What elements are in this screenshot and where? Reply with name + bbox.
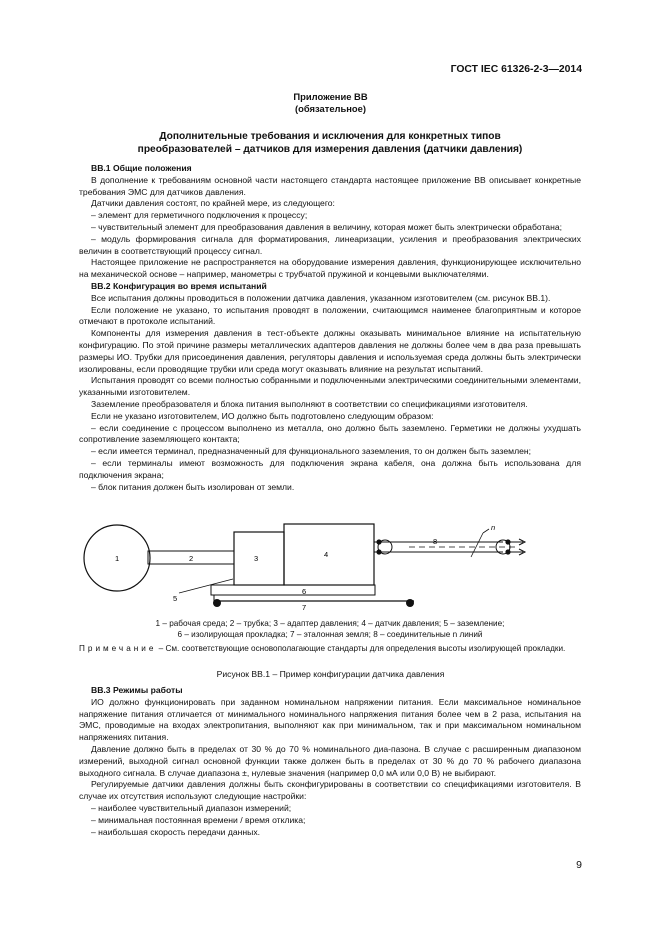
pressure-transducer-diagram [79,521,581,617]
paragraph: Если положение не указано, то испытания проводят в положении, считающимся наименее благоприятным и которое отмечают в протоколе испытаний. [79,304,581,327]
list-item: – минимальная постоянная времени / время отклика; [91,814,306,825]
annex-heading-line1: Дополнительные требования и исключения для конкретных типов [159,131,501,142]
figure-legend-line2: 6 – изолирующая прокладка; 7 – эталонная земля; 8 – соединительные n линий [177,629,483,639]
annex-title: Приложение ВВ [293,91,368,102]
insulating-support [211,585,375,595]
label-5: 5 [173,594,178,603]
paragraph: Датчики давления состоят, по крайней мере, из следующего: [91,198,335,209]
cable-terminal [505,549,510,554]
section-bb3 [79,685,581,838]
label-8: 8 [433,537,438,546]
annex-status: (обязательное) [295,103,366,114]
paragraph: Заземление преобразователя и блока питания выполняют в соответствии со спецификациями изготовителя. [91,398,528,409]
list-item: – чувствительный элемент для преобразования давления в величину, которая может быть электрически обработана; [91,221,562,232]
ground-terminal-left [213,599,221,607]
list-item: – если соединение с процессом выполнено из металла, оно должно быть заземлено. Герметики не должны ухудшать сопротивление заземляющего контакта; [79,422,581,445]
n-leader [483,529,489,533]
list-item: – наиболее чувствительный диапазон измерений; [91,802,292,813]
paragraph: Давление должно быть в пределах от 30 % до 70 % номинального диа-пазона. В случае с расширенным диапазоном измерений, выходной сигнал основной функции также должен быть в пределах от 30 % до 70 % рабочего диапазона выходного сигнала. В случае диапазона ±, нулевые значения (например 0,0 мА или 0,0 В) не выбирают. [79,743,581,778]
figure-legend [79,619,581,641]
paragraph: Если не указано изготовителем, ИО должно быть подготовлено следующим образом: [91,410,434,421]
list-item: – если терминалы имеют возможность для подключения экрана кабеля, она должна быть использована для подключения экрана; [79,457,581,480]
label-3: 3 [254,554,259,563]
paragraph: Компоненты для измерения давления в тест-объекте должны оказывать минимальное влияние на испытательную конфигурацию. По этой причине размеры металлических адаптеров давления не должны более чем в два раза превышать размеры ИО. Трубки для присоединения давления, регуляторы давления и используемая среда должны быть электрически изолированы, если проводящие трубки или среда могут оказывать влияние на результат испытаний. [79,328,581,374]
cable-terminal [376,549,381,554]
list-item: – блок питания должен быть изолирован от земли. [91,481,295,492]
label-2: 2 [189,554,194,563]
list-item: – элемент для герметичного подключения к процессу; [91,210,308,221]
label-4: 4 [324,550,329,559]
pressure-transducer [284,524,374,585]
earthing-leader [179,579,233,593]
annex-heading-line2: преобразователей – датчиков для измерения давления (датчики давления) [137,144,523,155]
paragraph: Регулируемые датчики давления должны быть сконфигурированы в соответствии со спецификациями изготовителя. В случае их отсутствия используют следующие настройки: [79,779,581,802]
cable-terminal [376,539,381,544]
annex-heading [90,130,570,156]
figure-legend-line1: 1 – рабочая среда; 2 – трубка; 3 – адаптер давления; 4 – датчик давления; 5 – заземление; [155,619,505,628]
document-id: ГОСТ IEC 61326-2-3—2014 [450,64,582,75]
cable-arrow-lower [510,549,525,555]
figure-note [79,643,581,654]
section-heading: ВВ.3 Режимы работы [91,685,183,695]
ground-terminal-right [406,599,414,607]
label-6: 6 [302,587,307,596]
section-heading: ВВ.2 Конфигурация во время испытаний [91,280,267,291]
section-bb1-bb2 [79,163,581,493]
label-n: n [491,523,496,532]
section-heading: ВВ.1 Общие положения [91,163,192,173]
paragraph: В дополнение к требованиям основной части настоящего стандарта настоящее приложение ВВ описывает конкретные требования ЭМС для датчиков давления. [79,174,581,197]
paragraph: Настоящее приложение не распространяется на оборудование измерения давления, функционирующее исключительно на механической основе – например, манометры с трубчатой пружиной и концевыми выключателями. [79,257,581,280]
label-1: 1 [115,554,120,563]
label-7: 7 [302,603,307,612]
cable-arrow-upper [510,539,525,545]
list-item: – если имеется терминал, предназначенный для функционального заземления, то он должен быть заземлен; [91,446,531,457]
pressure-adapter [234,532,284,585]
n-lines-slash [471,533,483,557]
paragraph: ИО должно функционировать при заданном номинальном напряжении питания. Если максимальное номинальное напряжение питания отличается от минимального номинального напряжения питания более чем в 2 раза, испытания на ЭМС, проводимые на входах электропитания, выполняют как при минимальном, так и при максимальном номинальном напряжениях питания. [79,696,581,743]
page-number: 9 [576,859,582,871]
figure-title: Рисунок ВВ.1 – Пример конфигурации датчика давления [216,669,445,679]
cable-terminal [505,539,510,544]
list-item: – наибольшая скорость передачи данных. [91,826,261,837]
paragraph: Испытания проводят со всеми полностью собранными и подключенными электрическими соединительными элементами, указанными изготовителем. [79,375,581,398]
list-item: – модуль формирования сигнала для форматирования, линеаризации, усиления и преобразования электрических величин в соответствующий процессу сигнал. [79,233,581,256]
note-text: – См. соответствующие основополагающие стандарты для определения высоты изолирующей прокладки. [156,644,566,653]
paragraph: Все испытания должны проводиться в положении датчика давления, указанном изготовителем (см. рисунок ВВ.1). [91,292,551,303]
note-label: Примечание [79,644,157,653]
